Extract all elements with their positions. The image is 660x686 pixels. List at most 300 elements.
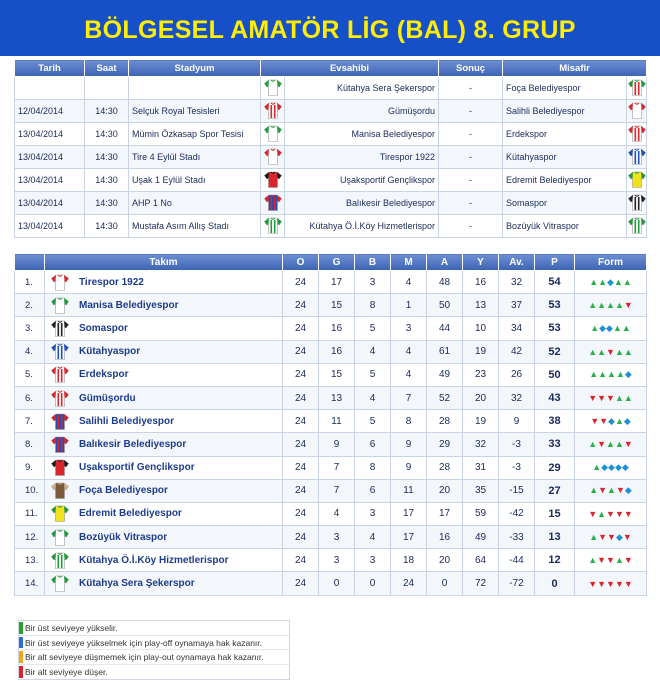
fixture-away-kit [627,100,647,123]
form-draw-icon: ◆ [607,276,614,287]
position-number: 9. [25,462,33,474]
stat-goal-diff: 32 [499,271,535,294]
form-up-icon: ▲ [621,322,631,333]
fixture-away-team[interactable]: Somaspor [503,192,627,215]
stat-lost: 9 [391,456,427,479]
jersey-icon [51,274,69,291]
stat-goals-against: 64 [463,549,499,572]
fixture-home-kit [261,123,285,146]
jersey-icon [51,343,69,360]
position-number: 8. [25,438,33,450]
form-indicators [575,363,647,386]
standings-row[interactable] [15,271,647,294]
stat-played: 24 [283,410,319,433]
form-down-icon: ▼ [606,393,615,404]
stat-drawn: 4 [355,526,391,549]
form-up-icon: ▲ [598,276,608,287]
fixtures-header-away[interactable]: Misafir [503,60,647,77]
form-down-icon: ▼ [615,485,625,496]
jersey-icon [51,413,69,430]
fixture-score[interactable]: - [439,169,503,192]
standings-header-pos [15,254,45,271]
legend-item [19,665,289,680]
stat-goals-against: 49 [463,526,499,549]
stat-goal-diff: -33 [499,526,535,549]
fixture-home-kit [261,146,285,169]
legend-text: Bir üst seviyeye yükselmek için play-off oynamaya hak kazanır. [25,637,263,648]
stat-lost: 4 [391,271,427,294]
form-down-icon: ▼ [597,578,607,589]
standings-position [15,549,45,572]
standings-position [15,456,45,479]
fixture-row[interactable] [15,215,647,238]
form-up-icon: ▲ [588,439,598,450]
zone-indicator [15,573,16,593]
fixture-row[interactable] [15,100,647,123]
fixture-away-team[interactable]: Bozüyük Vitraspor [503,215,627,238]
stat-goals-against: 19 [463,340,499,363]
stat-drawn: 0 [355,572,391,595]
team-name-link[interactable]: Salihli Belediyespor [79,415,175,427]
form-draw-icon: ◆ [608,415,615,426]
stat-goals-for: 28 [427,410,463,433]
jersey-icon [264,194,282,211]
form-indicators [575,502,647,525]
page-title: BÖLGESEL AMATÖR LİG (BAL) 8. GRUP [0,0,660,56]
team-name-link[interactable]: Gümüşordu [79,392,136,404]
fixture-date: 13/04/2014 [15,146,85,169]
standings-team[interactable] [45,294,283,317]
stat-goal-diff: 26 [499,363,535,386]
stat-goals-for: 20 [427,479,463,502]
form-down-icon: ▼ [590,415,600,426]
standings-row[interactable] [15,340,647,363]
standings-header-o[interactable]: O [283,254,319,271]
position-number: 10. [25,485,39,497]
form-indicators [575,294,647,317]
form-up-icon: ▲ [588,555,598,566]
stat-lost: 9 [391,433,427,456]
fixture-row[interactable] [15,146,647,169]
form-down-icon: ▼ [614,508,624,519]
position-number: 4. [25,346,33,358]
legend-swatch [19,637,23,649]
legend-item [19,650,289,665]
stat-goals-for: 0 [427,572,463,595]
legend-swatch [19,651,23,663]
stat-lost: 1 [391,294,427,317]
jersey-icon [264,79,282,96]
form-down-icon: ▼ [597,393,607,404]
fixture-away-team[interactable]: Erdekspor [503,123,627,146]
stat-points: 0 [535,572,575,595]
stat-points: 12 [535,549,575,572]
stat-goals-for: 50 [427,294,463,317]
fixture-score[interactable]: - [439,100,503,123]
stat-points: 53 [535,317,575,340]
form-draw-icon: ◆ [614,462,622,473]
team-name-link[interactable]: Kütahyaspor [79,346,141,358]
form-draw-icon: ◆ [624,369,632,380]
form-up-icon: ▲ [615,369,625,380]
stat-played: 24 [283,433,319,456]
fixtures-header-time[interactable]: Saat [85,60,129,77]
fixture-home-kit [261,169,285,192]
standings-position [15,363,45,386]
fixture-stadium[interactable]: Uşak 1 Eylül Stadı [129,169,261,192]
standings-row[interactable] [15,386,647,409]
team-name-link[interactable]: Kütahya Ö.İ.Köy Hizmetlerispor [79,554,229,566]
form-draw-icon: ◆ [599,322,607,333]
stat-goal-diff: -3 [499,433,535,456]
stat-lost: 17 [391,526,427,549]
fixture-time: 14:30 [85,169,129,192]
standings-row[interactable] [15,526,647,549]
form-up-icon: ▲ [623,393,633,404]
legend-text: Bir alt seviyeye düşmemek için play-out oynamaya hak kazanır. [25,652,264,662]
form-down-icon: ▼ [607,531,616,542]
standings-header-b[interactable]: B [355,254,391,271]
stat-drawn: 3 [355,271,391,294]
fixture-score[interactable]: - [439,215,503,238]
stat-drawn: 4 [355,340,391,363]
fixture-stadium[interactable]: Mümin Özkasap Spor Tesisi [129,123,261,146]
fixture-away-kit [627,77,647,100]
team-name-link[interactable]: Edremit Belediyespor [79,508,182,520]
form-draw-icon: ◆ [624,485,632,496]
team-name-link[interactable]: Somaspor [79,323,128,335]
form-up-icon: ▲ [598,369,608,380]
jersey-icon [51,297,69,314]
form-up-icon: ▲ [607,485,616,496]
fixture-stadium[interactable]: Tire 4 Eylül Stadı [129,146,261,169]
standings-team[interactable] [45,317,283,340]
stat-points: 15 [535,502,575,525]
team-name-link[interactable]: Uşaksportif Gençlikspor [79,462,195,474]
team-name-link[interactable]: Manisa Belediyespor [79,299,179,311]
fixture-home-team[interactable]: Uşaksportif Gençlikspor [285,169,439,192]
fixture-away-team[interactable]: Foça Belediyespor [503,77,627,100]
jersey-icon [264,102,282,119]
standings-row[interactable] [15,410,647,433]
stat-goals-against: 20 [463,386,499,409]
position-number: 14. [25,578,39,590]
stat-goal-diff: -72 [499,572,535,595]
form-up-icon: ▲ [614,393,624,404]
form-down-icon: ▼ [623,508,633,519]
form-up-icon: ▲ [612,322,622,333]
stat-goal-diff: 32 [499,386,535,409]
standings-position [15,340,45,363]
stat-played: 24 [283,502,319,525]
stat-goals-against: 10 [463,317,499,340]
stat-drawn: 6 [355,479,391,502]
fixture-home-team[interactable]: Manisa Belediyespor [285,123,439,146]
standings-row[interactable] [15,549,647,572]
jersey-icon [51,436,69,453]
form-up-icon: ▲ [606,439,615,450]
stat-goals-for: 49 [427,363,463,386]
stat-goals-against: 35 [463,479,499,502]
stat-played: 24 [283,479,319,502]
fixture-home-kit [261,100,285,123]
stat-won: 11 [319,410,355,433]
stat-played: 24 [283,549,319,572]
standings-row[interactable] [15,363,647,386]
position-number: 5. [25,369,33,381]
stat-goals-for: 17 [427,502,463,525]
stat-goals-against: 72 [463,572,499,595]
stat-played: 24 [283,340,319,363]
standings-row[interactable] [15,572,647,595]
stat-goal-diff: -3 [499,456,535,479]
fixtures-header-row [15,60,647,77]
fixture-stadium[interactable]: Mustafa Asım Allış Stadı [129,215,261,238]
jersey-icon [628,194,646,211]
stat-points: 27 [535,479,575,502]
team-name-link[interactable]: Foça Belediyespor [79,485,168,497]
zone-indicator [15,295,16,315]
standings-position [15,572,45,595]
fixture-home-kit [261,77,285,100]
stat-drawn: 5 [355,363,391,386]
stat-goals-for: 28 [427,456,463,479]
fixture-time: 14:30 [85,192,129,215]
jersey-icon [51,320,69,337]
stat-goals-against: 32 [463,433,499,456]
fixture-score[interactable]: - [439,123,503,146]
fixture-away-team[interactable]: Edremit Belediyespor [503,169,627,192]
standings-team[interactable] [45,271,283,294]
standings-header-av[interactable]: Av. [499,254,535,271]
standings-row[interactable] [15,479,647,502]
stat-lost: 17 [391,502,427,525]
form-up-icon: ▲ [614,555,624,566]
form-down-icon: ▼ [614,578,624,589]
form-down-icon: ▼ [623,300,633,311]
form-indicators [575,526,647,549]
stat-won: 15 [319,294,355,317]
standings-header-row [15,254,647,271]
fixture-row[interactable] [15,169,647,192]
standings-header-g[interactable]: G [319,254,355,271]
standings-team[interactable] [45,363,283,386]
fixture-row[interactable] [15,192,647,215]
stat-points: 38 [535,410,575,433]
jersey-icon [51,482,69,499]
form-down-icon: ▼ [623,555,633,566]
jersey-icon [628,125,646,142]
standings-position [15,526,45,549]
jersey-icon [264,148,282,165]
stat-goals-against: 31 [463,456,499,479]
fixture-home-team[interactable]: Kütahya Ö.İ.Köy Hizmetlerispor [285,215,439,238]
form-down-icon: ▼ [588,508,598,519]
form-down-icon: ▼ [598,531,608,542]
team-name-link[interactable]: Tirespor 1922 [79,276,144,288]
standings-team[interactable] [45,479,283,502]
form-indicators [575,386,647,409]
fixtures-header-home[interactable]: Evsahibi [261,60,439,77]
stat-goals-against: 59 [463,502,499,525]
stat-goals-against: 13 [463,294,499,317]
standings-row[interactable] [15,502,647,525]
standings-team[interactable] [45,456,283,479]
fixture-away-team[interactable]: Salihli Belediyespor [503,100,627,123]
stat-goals-against: 19 [463,410,499,433]
standings-row[interactable] [15,294,647,317]
fixture-home-team[interactable]: Gümüşordu [285,100,439,123]
team-name-link[interactable]: Erdekspor [79,369,129,381]
fixture-stadium[interactable]: Selçuk Royal Tesisleri [129,100,261,123]
standings-header-a[interactable]: A [427,254,463,271]
fixture-away-kit [627,215,647,238]
fixtures-header-score[interactable]: Sonuç [439,60,503,77]
standings-team[interactable] [45,386,283,409]
jersey-icon [51,459,69,476]
fixture-home-team[interactable]: Balıkesir Belediyespor [285,192,439,215]
jersey-icon [628,171,646,188]
standings-row[interactable] [15,433,647,456]
fixture-time: 14:30 [85,215,129,238]
standings-row[interactable] [15,456,647,479]
fixture-row[interactable] [15,123,647,146]
form-up-icon: ▲ [607,369,616,380]
team-name-link[interactable]: Kütahya Sera Şekerspor [79,578,195,590]
form-indicators [575,433,647,456]
fixture-date: 12/04/2014 [15,100,85,123]
standings-position [15,271,45,294]
form-up-icon: ▲ [613,276,623,287]
stat-drawn: 4 [355,386,391,409]
legend-box [18,620,290,680]
stat-goal-diff: -15 [499,479,535,502]
form-up-icon: ▲ [589,276,599,287]
standings-header-p[interactable]: P [535,254,575,271]
fixtures-header-stadium[interactable]: Stadyum [129,60,261,77]
standings-header-team[interactable]: Takım [45,254,283,271]
standings-row[interactable] [15,317,647,340]
jersey-icon [51,505,69,522]
legend-item [19,621,289,636]
standings-team[interactable] [45,526,283,549]
stat-goals-for: 29 [427,433,463,456]
fixture-score[interactable]: - [439,192,503,215]
jersey-icon [628,79,646,96]
form-up-icon: ▲ [597,508,607,519]
jersey-icon [264,125,282,142]
fixture-stadium[interactable]: AHP 1 No [129,192,261,215]
fixtures-header-date[interactable]: Tarih [15,60,85,77]
legend-item [19,636,289,651]
form-down-icon: ▼ [606,508,615,519]
stat-won: 3 [319,526,355,549]
form-indicators [575,549,647,572]
standings-position [15,433,45,456]
stat-goal-diff: 37 [499,294,535,317]
stat-drawn: 8 [355,456,391,479]
form-down-icon: ▼ [599,415,609,426]
standings-team[interactable] [45,572,283,595]
standings-team[interactable] [45,502,283,525]
stat-drawn: 8 [355,294,391,317]
form-indicators [575,479,647,502]
standings-position [15,502,45,525]
stat-goals-against: 23 [463,363,499,386]
standings-team[interactable] [45,340,283,363]
fixture-home-team[interactable]: Tirespor 1922 [285,146,439,169]
fixture-away-kit [627,146,647,169]
position-number: 6. [25,392,33,404]
fixture-stadium[interactable] [129,77,261,100]
stat-goal-diff: -42 [499,502,535,525]
stat-points: 33 [535,433,575,456]
standings-position [15,317,45,340]
standings-header-y[interactable]: Y [463,254,499,271]
stat-goals-against: 16 [463,271,499,294]
standings-team[interactable] [45,433,283,456]
fixture-score[interactable]: - [439,146,503,169]
zone-indicator [15,272,16,292]
jersey-icon [51,529,69,546]
form-up-icon: ▲ [606,300,615,311]
stat-played: 24 [283,386,319,409]
form-up-icon: ▲ [623,346,633,357]
team-name-link[interactable]: Bozüyük Vitraspor [79,531,168,543]
fixture-home-team[interactable]: Kütahya Sera Şekerspor [285,77,439,100]
standings-team[interactable] [45,410,283,433]
fixture-away-kit [627,192,647,215]
stat-goal-diff: -44 [499,549,535,572]
standings-header-m[interactable]: M [391,254,427,271]
jersey-icon [51,575,69,592]
fixture-away-team[interactable]: Kütahyaspor [503,146,627,169]
position-number: 13. [25,554,39,566]
position-number: 11. [25,508,38,520]
standings-position [15,479,45,502]
stat-played: 24 [283,363,319,386]
team-name-link[interactable]: Balıkesir Belediyespor [79,439,187,451]
standings-team[interactable] [45,549,283,572]
fixtures-table [14,59,647,238]
legend-text: Bir üst seviyeye yükselir. [25,623,118,633]
stat-lost: 4 [391,340,427,363]
form-up-icon: ▲ [588,300,598,311]
position-number: 1. [25,276,33,288]
form-indicators [575,572,647,595]
fixture-time [85,77,129,100]
stat-won: 16 [319,317,355,340]
stat-drawn: 5 [355,317,391,340]
standings-table [14,253,647,596]
form-down-icon: ▼ [588,393,598,404]
form-indicators [575,340,647,363]
fixture-row[interactable] [15,77,647,100]
position-number: 2. [25,299,33,311]
fixture-away-kit [627,169,647,192]
jersey-icon [264,171,282,188]
stat-won: 7 [319,479,355,502]
standings-header-form: Form [575,254,647,271]
stat-drawn: 5 [355,410,391,433]
stat-drawn: 6 [355,433,391,456]
zone-indicator [15,550,16,570]
legend-text: Bir alt seviyeye düşer. [25,666,108,677]
fixture-score[interactable]: - [439,77,503,100]
form-down-icon: ▼ [606,555,615,566]
stat-goal-diff: 42 [499,340,535,363]
form-draw-icon: ◆ [615,531,623,542]
